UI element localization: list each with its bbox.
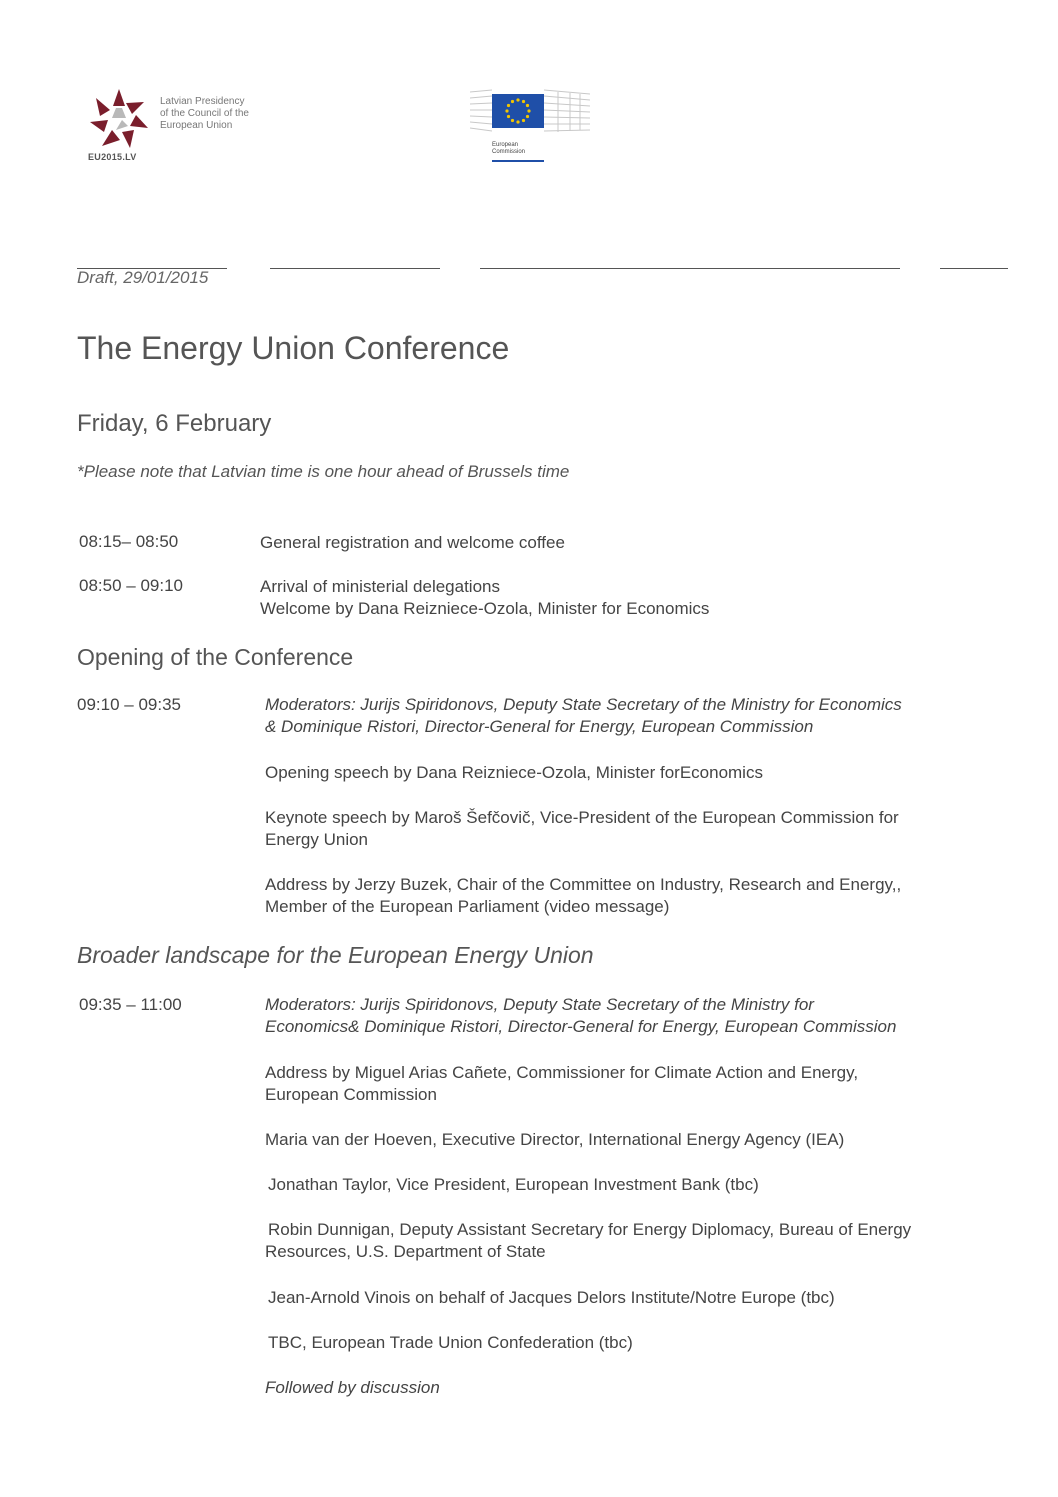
schedule-item <box>268 1332 633 1354</box>
schedule-time: 08:50 – 09:10 <box>79 576 183 595</box>
conference-date: Friday, 6 February <box>77 410 272 437</box>
schedule-line: Member of the European Parliament (video message) <box>265 897 670 916</box>
lv-logo-url: EU2015.LV <box>88 152 137 162</box>
schedule-line: Address by Jerzy Buzek, Chair of the Committee on Industry, Research and Energy,, <box>265 875 902 894</box>
schedule-item <box>268 1174 759 1196</box>
ec-logo-line: Commission <box>492 149 526 155</box>
header-rule <box>940 268 1008 269</box>
schedule-item <box>265 874 901 918</box>
schedule-item <box>265 762 763 784</box>
header-rule <box>480 268 900 269</box>
schedule-item <box>265 1129 844 1151</box>
schedule-item <box>265 807 899 851</box>
schedule-line: Followed by discussion <box>265 1378 440 1397</box>
schedule-item <box>260 576 709 620</box>
schedule-line: Maria van der Hoeven, Executive Director, International Energy Agency (IEA) <box>265 1130 845 1149</box>
schedule-line: Jonathan Taylor, Vice President, European Investment Bank (tbc) <box>268 1175 759 1194</box>
lv-logo-line: of the Council of the <box>160 108 249 119</box>
ec-logo-line: European <box>492 142 519 148</box>
moderators-item <box>265 694 902 738</box>
section-heading-broader: Broader landscape for the European Energy Union <box>77 942 594 968</box>
schedule-time: 08:15– 08:50 <box>79 532 179 551</box>
schedule-line: Keynote speech by Maroš Šefčovič, Vice-President of the European Commission for <box>265 808 899 827</box>
schedule-item <box>265 1062 858 1106</box>
schedule-line: General registration and welcome coffee <box>260 533 565 552</box>
latvian-presidency-emblem-icon <box>86 86 152 152</box>
schedule-line: Energy Union <box>265 830 369 849</box>
lv-logo-line: European Union <box>160 120 233 131</box>
schedule-item <box>260 532 565 554</box>
schedule-line: Resources, U.S. Department of State <box>265 1242 546 1261</box>
draft-date: Draft, 29/01/2015 <box>77 268 209 287</box>
schedule-line: Arrival of ministerial delegations <box>260 577 500 596</box>
lv-logo-line: Latvian Presidency <box>160 96 245 107</box>
eu-flag <box>492 94 544 128</box>
schedule-line: Economics& Dominique Ristori, Director-General for Energy, European Commission <box>265 1017 897 1036</box>
schedule-item <box>268 1287 835 1309</box>
schedule-line: TBC, European Trade Union Confederation (tbc) <box>268 1333 633 1352</box>
schedule-item-discussion <box>265 1377 440 1399</box>
section-heading-opening: Opening of the Conference <box>77 644 354 670</box>
schedule-line: & Dominique Ristori, Director-General for Energy, European Commission <box>265 717 814 736</box>
latvian-presidency-text <box>160 96 249 132</box>
ec-logo-underline <box>492 160 544 162</box>
schedule-line: Robin Dunnigan, Deputy Assistant Secretary for Energy Diplomacy, Bureau of Energy <box>268 1220 912 1239</box>
european-commission-logo <box>470 84 590 166</box>
schedule-line: Opening speech by Dana Reizniece-Ozola, Minister forEconomics <box>265 763 763 782</box>
page-title: The Energy Union Conference <box>77 330 510 366</box>
header-rule <box>270 268 440 269</box>
schedule-item <box>265 1219 911 1263</box>
schedule-time: 09:35 – 11:00 <box>79 995 182 1014</box>
schedule-line: Welcome by Dana Reizniece-Ozola, Minister for Economics <box>260 599 710 618</box>
schedule-line: Moderators: Jurijs Spiridonovs, Deputy State Secretary of the Ministry for Economics <box>265 695 902 714</box>
schedule-line: Jean-Arnold Vinois on behalf of Jacques Delors Institute/Notre Europe (tbc) <box>268 1288 835 1307</box>
latvian-presidency-logo <box>86 86 266 170</box>
moderators-item <box>265 994 896 1038</box>
schedule-time: 09:10 – 09:35 <box>77 695 181 714</box>
schedule-line: European Commission <box>265 1085 437 1104</box>
time-note: *Please note that Latvian time is one hour ahead of Brussels time <box>77 462 570 481</box>
eu-stars-icon <box>492 94 544 128</box>
schedule-line: Address by Miguel Arias Cañete, Commissioner for Climate Action and Energy, <box>265 1063 859 1082</box>
schedule-line: Moderators: Jurijs Spiridonovs, Deputy State Secretary of the Ministry for <box>265 995 814 1014</box>
ec-logo-text <box>492 142 525 156</box>
